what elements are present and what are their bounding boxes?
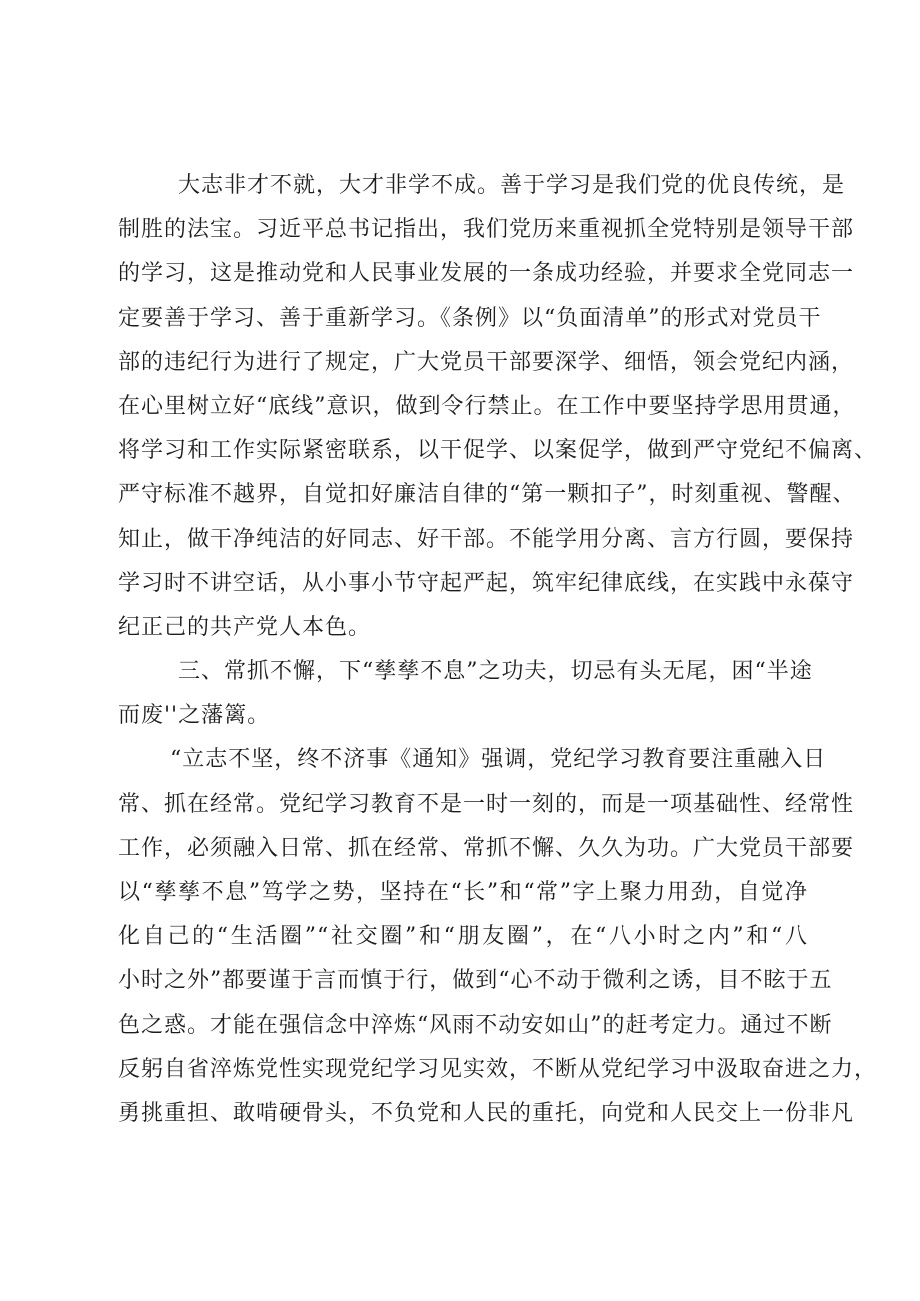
text-line: 知止，做干净纯洁的好同志、好干部。不能学用分离、言方行圆，要保持 (118, 526, 855, 552)
text-line: 的学习，这是推动党和人民事业发展的一条成功经验，并要求全党同志一 (118, 261, 855, 287)
text-line: 常、抓在经常。党纪学习教育不是一时一刻的，而是一项基础性、经常性 (118, 791, 855, 817)
text-line: 纪正己的共产党人本色。 (118, 614, 372, 640)
text-line: 工作，必须融入日常、抓在经常、常抓不懈、久久为功。广大党员干部要 (118, 835, 855, 861)
document-body (118, 164, 878, 1136)
text-line: 严守标准不越界，自觉扣好廉洁自律的“第一颗扣子”，时刻重视、警醒、 (118, 482, 856, 508)
text-line: 部的违纪行为进行了规定，广大党员干部要深学、细悟，领会党纪内涵， (118, 349, 855, 375)
text-line: 以“孳孳不息”笃学之势，坚持在“长”和“常”字上聚力用劲，自觉净 (118, 880, 809, 905)
text-line: 小时之外”都要谨于言而慎于行，做到“心不动于微利之诱，目不眩于五 (118, 968, 833, 994)
section-heading-line: 而废''之藩篱。 (118, 703, 271, 729)
text-line: 反躬自省淬炼党性实现党纪学习见实效，不断从党纪学习中汲取奋进之力， (118, 1056, 878, 1082)
section-heading-line: 三、常抓不懈，下“孳孳不息”之功夫，切忌有头无尾，困“半途 (178, 659, 813, 685)
text-line: 勇挑重担、敢啃硬骨头，不负党和人民的重托，向党和人民交上一份非凡 (118, 1100, 855, 1126)
text-line: 定要善于学习、善于重新学习。《条例》以“负面清单”的形式对党员干 (118, 305, 822, 331)
text-line: “立志不坚，终不济事《通知》强调，党纪学习教育要注重融入日 (170, 747, 827, 773)
text-line: 制胜的法宝。习近平总书记指出，我们党历来重视抓全党特别是领导干部 (118, 217, 855, 243)
text-line: 将学习和工作实际紧密联系，以干促学、以案促学，做到严守党纪不偏离、 (118, 438, 878, 464)
text-line: 化自己的“生活圈”“社交圈”和“朋友圈”，在“八小时之内”和“八 (118, 924, 808, 950)
text-line: 在心里树立好“底线”意识，做到令行禁止。在工作中要坚持学思用贯通， (118, 393, 856, 419)
text-line: 学习时不讲空话，从小事小节守起严起，筑牢纪律底线，在实践中永葆守 (118, 570, 855, 596)
text-line: 色之惑。才能在强信念中淬炼“风雨不动安如山”的赶考定力。通过不断 (118, 1012, 833, 1038)
text-line: 大志非才不就，大才非学不成。善于学习是我们党的优良传统，是 (178, 173, 846, 198)
